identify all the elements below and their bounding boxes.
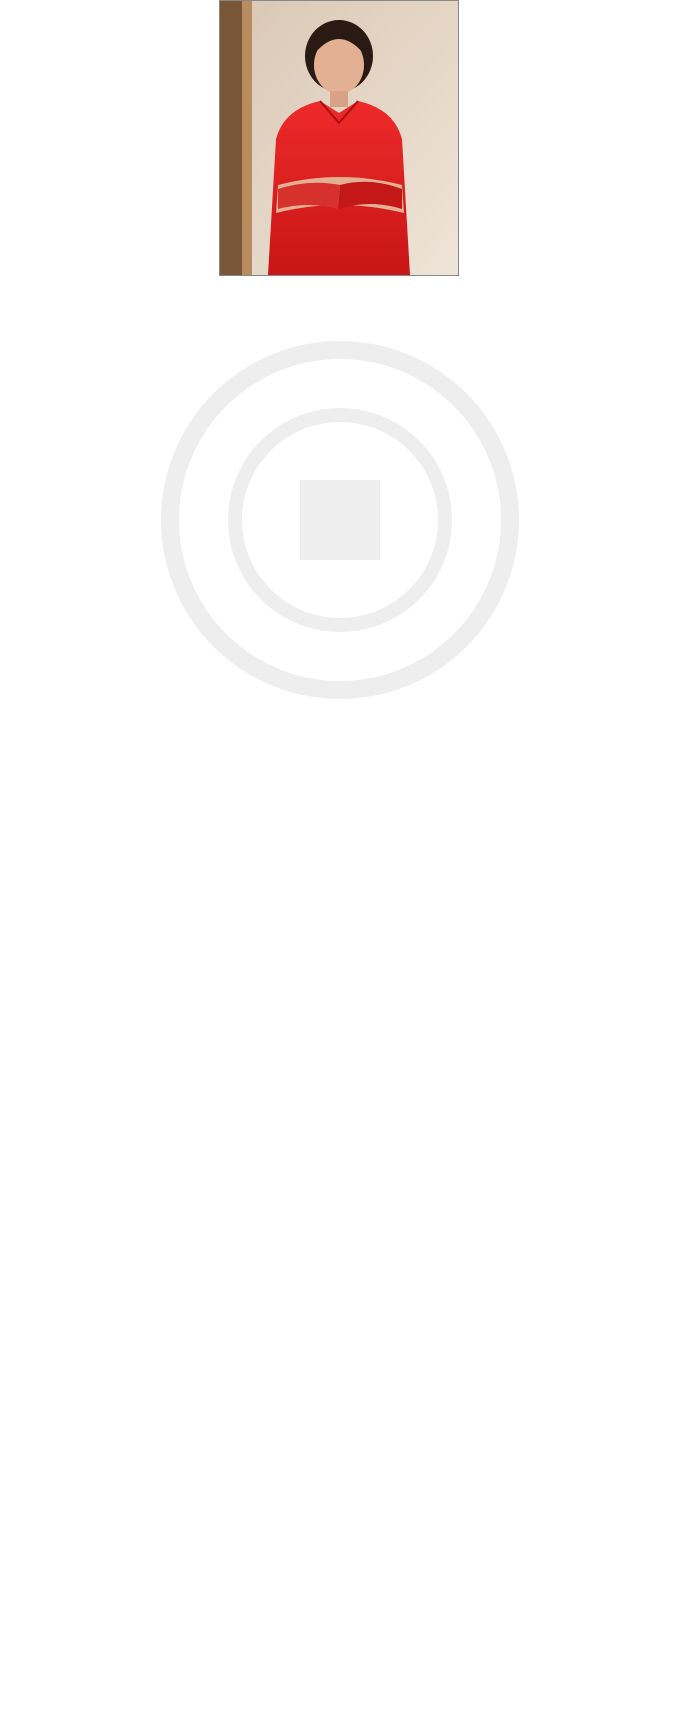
watermark-logo [150, 330, 530, 710]
portrait-photo [219, 0, 459, 276]
